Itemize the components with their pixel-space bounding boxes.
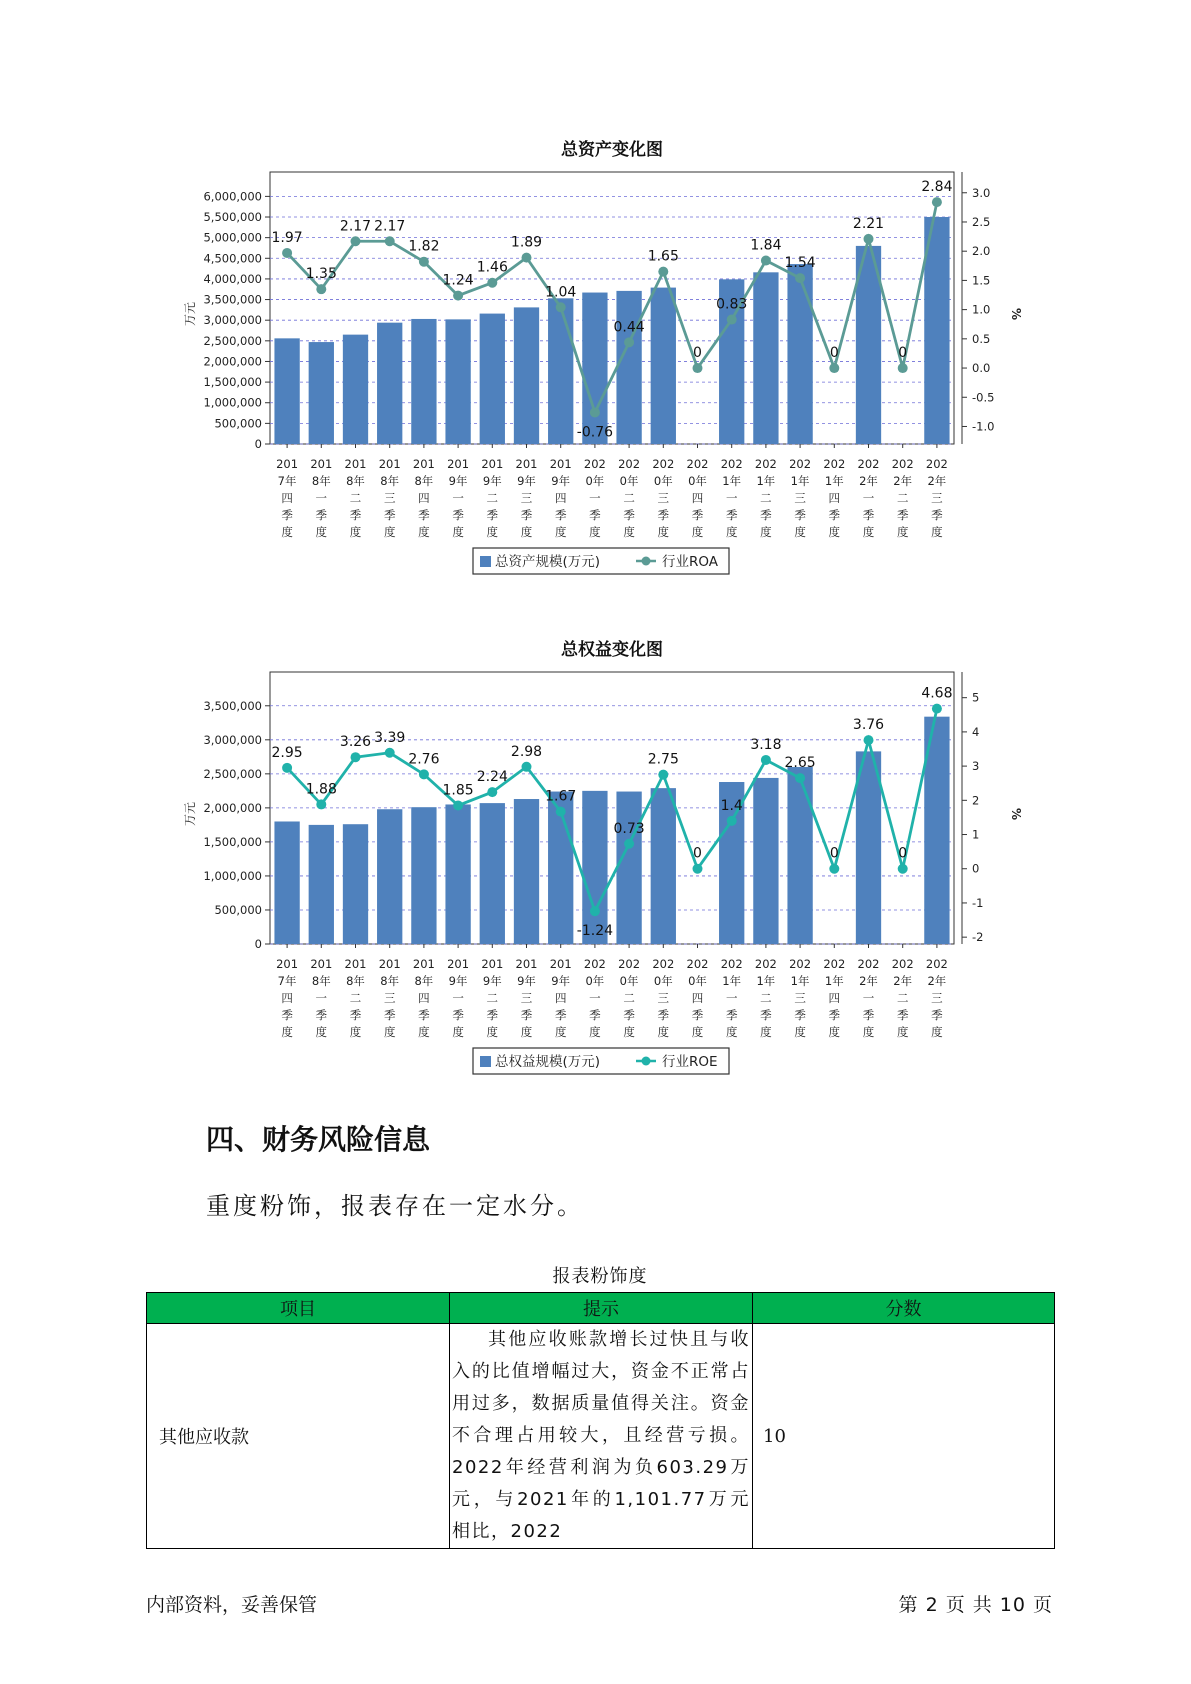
y-left-axis-label: 万元 bbox=[183, 301, 197, 327]
line-data-label: 1.4 bbox=[720, 797, 743, 814]
section-title: 四、财务风险信息 bbox=[206, 1123, 431, 1156]
legend-line-marker bbox=[642, 557, 651, 566]
y-right-tick-label: 0.5 bbox=[972, 331, 991, 346]
bar bbox=[753, 272, 778, 444]
line-point bbox=[419, 257, 429, 267]
line-data-label: 3.18 bbox=[750, 736, 782, 753]
table-header-row bbox=[147, 1293, 1055, 1324]
line-point bbox=[556, 302, 566, 312]
line-data-label: 0 bbox=[693, 345, 702, 362]
line-point bbox=[864, 735, 874, 745]
y-left-tick-label: 1,500,000 bbox=[203, 834, 262, 849]
legend-line-label: 行业ROA bbox=[662, 554, 719, 570]
y-right-tick-label: -1.0 bbox=[972, 419, 995, 434]
bar bbox=[514, 799, 539, 944]
line-data-label: 2.65 bbox=[784, 755, 816, 772]
bar bbox=[309, 825, 334, 944]
legend-line-marker bbox=[642, 1057, 651, 1066]
line-point bbox=[898, 864, 908, 874]
x-tick-label: 202 1年三季度 bbox=[789, 457, 812, 539]
line-point bbox=[658, 267, 668, 277]
line-data-label: 2.17 bbox=[339, 218, 372, 235]
line-data-label: 1.84 bbox=[750, 237, 782, 254]
x-tick-label: 201 8年二季度 bbox=[344, 457, 367, 539]
y-left-tick-label: 5,000,000 bbox=[203, 230, 262, 245]
chart-title: 总权益变化图 bbox=[561, 640, 663, 660]
line-point bbox=[453, 291, 463, 301]
line-data-label: 0 bbox=[898, 845, 908, 862]
line-data-label: 1.85 bbox=[442, 782, 474, 799]
y-left-tick-label: 3,500,000 bbox=[203, 698, 262, 713]
bar bbox=[343, 335, 368, 444]
line-data-label: 3.39 bbox=[374, 729, 406, 746]
row-score: 10 bbox=[753, 1324, 1055, 1549]
y-left-tick-label: 2,500,000 bbox=[203, 333, 262, 348]
risk-summary: 重度粉饰，报表存在一定水分。 bbox=[206, 1192, 584, 1220]
x-tick-label: 202 0年二季度 bbox=[618, 957, 641, 1039]
row-hint: 其他应收账款增长过快且与收入的比值增幅过大，资金不正常占用过多，数据质量值得关注。资金不合理占用较大，且经营亏损。2022年经营利润为负603.29万元，与2021年的1,101.77万元相比，2022 bbox=[450, 1324, 753, 1549]
line-data-label: 1.65 bbox=[647, 248, 679, 265]
bar bbox=[616, 792, 641, 944]
line-data-label: 1.88 bbox=[305, 781, 337, 798]
table-row bbox=[147, 1324, 1055, 1549]
y-right-tick-label: 1 bbox=[972, 827, 980, 842]
x-tick-label: 202 1年四季度 bbox=[823, 457, 846, 539]
y-left-tick-label: 3,000,000 bbox=[203, 313, 262, 328]
y-right-axis-label: % bbox=[1009, 307, 1023, 321]
x-tick-label: 201 9年一季度 bbox=[447, 457, 470, 539]
x-tick-label: 202 2年二季度 bbox=[891, 457, 914, 539]
line-point bbox=[556, 807, 566, 817]
y-left-tick-label: 3,500,000 bbox=[203, 292, 262, 307]
legend-bar-label: 总权益规模(万元) bbox=[495, 1054, 601, 1070]
y-right-tick-label: 1.5 bbox=[972, 273, 991, 288]
y-left-tick-label: 2,000,000 bbox=[203, 800, 262, 815]
line-data-label: -0.76 bbox=[576, 424, 614, 441]
y-right-tick-label: 2.0 bbox=[972, 244, 991, 259]
line-data-label: 0 bbox=[829, 845, 839, 862]
x-tick-label: 201 8年三季度 bbox=[378, 457, 401, 539]
line-data-label: 2.75 bbox=[647, 751, 679, 768]
line-data-label: 0 bbox=[829, 345, 839, 362]
line-data-label: 1.46 bbox=[476, 259, 508, 276]
line-data-label: 0 bbox=[898, 345, 908, 362]
y-left-tick-label: 1,000,000 bbox=[203, 395, 262, 410]
x-tick-label: 201 7年四季度 bbox=[276, 957, 299, 1039]
line-point bbox=[932, 704, 942, 714]
bar bbox=[651, 288, 676, 444]
x-tick-label: 202 2年二季度 bbox=[891, 957, 914, 1039]
line-point bbox=[624, 337, 634, 347]
x-tick-label: 201 8年一季度 bbox=[310, 957, 333, 1039]
total-equity-chart bbox=[0, 630, 1191, 1100]
x-tick-label: 201 9年二季度 bbox=[481, 957, 504, 1039]
line-data-label: 1.67 bbox=[545, 788, 577, 805]
chart-title: 总资产变化图 bbox=[561, 140, 663, 160]
y-left-tick-label: 500,000 bbox=[214, 902, 262, 917]
bar bbox=[582, 791, 607, 944]
bar bbox=[616, 291, 641, 444]
y-right-tick-label: 5 bbox=[972, 690, 980, 705]
x-tick-label: 202 0年四季度 bbox=[686, 457, 709, 539]
y-left-tick-label: 3,000,000 bbox=[203, 732, 262, 747]
line-data-label: 2.95 bbox=[271, 744, 303, 761]
y-left-tick-label: 4,000,000 bbox=[203, 271, 262, 286]
legend-bar-swatch bbox=[480, 1056, 491, 1067]
bar bbox=[445, 804, 470, 944]
line-point bbox=[590, 407, 600, 417]
line-data-label: 2.84 bbox=[921, 179, 953, 196]
x-tick-label: 202 2年三季度 bbox=[925, 957, 948, 1039]
y-left-tick-label: 0 bbox=[254, 937, 262, 951]
header-hint: 提示 bbox=[450, 1293, 753, 1324]
line-point bbox=[316, 284, 326, 294]
line-data-label: 3.76 bbox=[852, 717, 885, 734]
footer-note: 内部资料，妥善保管 bbox=[146, 1594, 318, 1616]
legend-line-label: 行业ROE bbox=[662, 1054, 718, 1070]
y-left-tick-label: 0 bbox=[254, 437, 262, 451]
bar bbox=[480, 803, 505, 944]
line-point bbox=[693, 363, 703, 373]
y-right-tick-label: -0.5 bbox=[972, 390, 995, 405]
x-tick-label: 202 1年一季度 bbox=[720, 957, 743, 1039]
y-left-tick-label: 2,500,000 bbox=[203, 766, 262, 781]
line-point bbox=[282, 763, 292, 773]
line-data-label: 2.24 bbox=[476, 769, 508, 786]
x-tick-label: 201 9年三季度 bbox=[515, 457, 538, 539]
bar bbox=[309, 342, 334, 444]
x-tick-label: 202 0年一季度 bbox=[583, 457, 606, 539]
x-tick-label: 202 1年一季度 bbox=[720, 457, 743, 539]
line-point bbox=[693, 864, 703, 874]
bar bbox=[377, 809, 402, 944]
y-right-tick-label: 2.5 bbox=[972, 214, 991, 229]
line-point bbox=[453, 800, 463, 810]
x-tick-label: 201 8年三季度 bbox=[378, 957, 401, 1039]
bar bbox=[787, 264, 812, 444]
x-tick-label: 201 8年二季度 bbox=[344, 957, 367, 1039]
x-tick-label: 202 0年三季度 bbox=[652, 457, 675, 539]
line-data-label: 1.35 bbox=[305, 266, 337, 283]
line-point bbox=[590, 906, 600, 916]
bar bbox=[480, 314, 505, 444]
x-tick-label: 202 0年四季度 bbox=[686, 957, 709, 1039]
y-left-tick-label: 5,500,000 bbox=[203, 210, 262, 225]
y-right-tick-label: -1 bbox=[972, 895, 984, 910]
x-tick-label: 202 0年二季度 bbox=[618, 457, 641, 539]
bar bbox=[411, 319, 436, 444]
bar bbox=[753, 778, 778, 944]
line-point bbox=[522, 253, 532, 263]
x-tick-label: 201 9年四季度 bbox=[549, 957, 572, 1039]
x-tick-label: 202 0年三季度 bbox=[652, 957, 675, 1039]
line-data-label: 2.17 bbox=[374, 218, 406, 235]
bar bbox=[411, 807, 436, 944]
line-point bbox=[932, 197, 942, 207]
line-point bbox=[761, 755, 771, 765]
bar bbox=[343, 824, 368, 944]
bar bbox=[274, 338, 299, 444]
bar bbox=[514, 307, 539, 444]
line-data-label: 0 bbox=[693, 845, 702, 862]
x-tick-label: 202 0年一季度 bbox=[583, 957, 606, 1039]
header-score: 分数 bbox=[753, 1293, 1055, 1324]
x-tick-label: 202 1年三季度 bbox=[789, 957, 812, 1039]
line-data-label: 1.54 bbox=[784, 255, 816, 272]
x-tick-label: 201 8年四季度 bbox=[412, 457, 435, 539]
risk-table bbox=[146, 1292, 1055, 1549]
line-data-label: 0.73 bbox=[613, 820, 645, 837]
header-item: 项目 bbox=[147, 1293, 450, 1324]
y-right-tick-label: -2 bbox=[972, 930, 984, 945]
y-left-tick-label: 500,000 bbox=[214, 416, 262, 431]
line-point bbox=[419, 769, 429, 779]
line-point bbox=[727, 315, 737, 325]
x-tick-label: 201 9年二季度 bbox=[481, 457, 504, 539]
y-left-tick-label: 1,500,000 bbox=[203, 375, 262, 390]
y-right-tick-label: 0 bbox=[972, 861, 980, 876]
x-tick-label: 201 8年四季度 bbox=[412, 957, 435, 1039]
x-tick-label: 201 8年一季度 bbox=[310, 457, 333, 539]
line-point bbox=[522, 762, 532, 772]
line-data-label: 1.04 bbox=[545, 284, 577, 301]
legend-bar-swatch bbox=[480, 556, 491, 567]
y-right-tick-label: 0.0 bbox=[972, 361, 991, 376]
y-left-axis-label: 万元 bbox=[183, 801, 197, 827]
table-caption: 报表粉饰度 bbox=[552, 1266, 648, 1287]
line-data-label: 3.26 bbox=[339, 734, 372, 751]
x-tick-label: 202 2年一季度 bbox=[857, 457, 880, 539]
x-tick-label: 202 2年三季度 bbox=[925, 457, 948, 539]
x-tick-label: 201 9年一季度 bbox=[447, 957, 470, 1039]
line-data-label: 2.21 bbox=[852, 215, 885, 232]
line-data-label: 2.98 bbox=[510, 743, 543, 760]
x-tick-label: 202 2年一季度 bbox=[857, 957, 880, 1039]
line-point bbox=[727, 816, 737, 826]
y-left-tick-label: 1,000,000 bbox=[203, 868, 262, 883]
bar bbox=[787, 767, 812, 944]
bar bbox=[377, 323, 402, 444]
y-left-tick-label: 4,500,000 bbox=[203, 251, 262, 266]
line-point bbox=[795, 273, 805, 283]
line-data-label: 0.44 bbox=[613, 319, 645, 336]
line-data-label: 1.82 bbox=[408, 238, 440, 255]
line-point bbox=[761, 256, 771, 266]
x-tick-label: 201 7年四季度 bbox=[276, 457, 299, 539]
y-right-axis-label: % bbox=[1009, 807, 1023, 821]
line-point bbox=[795, 773, 805, 783]
line-point bbox=[282, 248, 292, 258]
line-data-label: 0.83 bbox=[716, 296, 748, 313]
y-right-tick-label: 1.0 bbox=[972, 302, 991, 317]
legend-bar-label: 总资产规模(万元) bbox=[495, 554, 601, 570]
x-tick-label: 201 9年三季度 bbox=[515, 957, 538, 1039]
y-left-tick-label: 6,000,000 bbox=[203, 189, 262, 204]
total-assets-chart bbox=[0, 130, 1191, 600]
row-item: 其他应收款 bbox=[147, 1324, 450, 1549]
x-tick-label: 202 1年四季度 bbox=[823, 957, 846, 1039]
bar bbox=[651, 788, 676, 944]
y-left-tick-label: 2,000,000 bbox=[203, 354, 262, 369]
y-right-tick-label: 3 bbox=[972, 759, 980, 774]
bar bbox=[274, 821, 299, 944]
line-point bbox=[658, 770, 668, 780]
line-data-label: 1.24 bbox=[442, 272, 474, 289]
line-data-label: 4.68 bbox=[921, 685, 953, 702]
bar bbox=[582, 293, 607, 444]
line-point bbox=[385, 236, 395, 246]
line-point bbox=[864, 234, 874, 244]
line-data-label: 2.76 bbox=[408, 751, 440, 768]
line-point bbox=[316, 799, 326, 809]
line-point bbox=[351, 236, 361, 246]
line-point bbox=[385, 748, 395, 758]
y-right-tick-label: 4 bbox=[972, 724, 980, 739]
x-tick-label: 202 1年二季度 bbox=[754, 457, 777, 539]
x-tick-label: 202 1年二季度 bbox=[754, 957, 777, 1039]
line-point bbox=[829, 363, 839, 373]
bar bbox=[445, 319, 470, 444]
x-tick-label: 201 9年四季度 bbox=[549, 457, 572, 539]
line-point bbox=[624, 839, 634, 849]
line-point bbox=[351, 752, 361, 762]
bar bbox=[856, 751, 881, 944]
bar bbox=[548, 298, 573, 444]
line-point bbox=[898, 363, 908, 373]
y-right-tick-label: 2 bbox=[972, 793, 980, 808]
page-number: 第 2 页 共 10 页 bbox=[898, 1594, 1053, 1616]
line-data-label: 1.89 bbox=[510, 234, 543, 251]
line-point bbox=[487, 787, 497, 797]
line-point bbox=[829, 864, 839, 874]
line-point bbox=[487, 278, 497, 288]
y-right-tick-label: 3.0 bbox=[972, 185, 991, 200]
line-data-label: 1.97 bbox=[271, 229, 303, 246]
line-data-label: -1.24 bbox=[576, 923, 614, 940]
